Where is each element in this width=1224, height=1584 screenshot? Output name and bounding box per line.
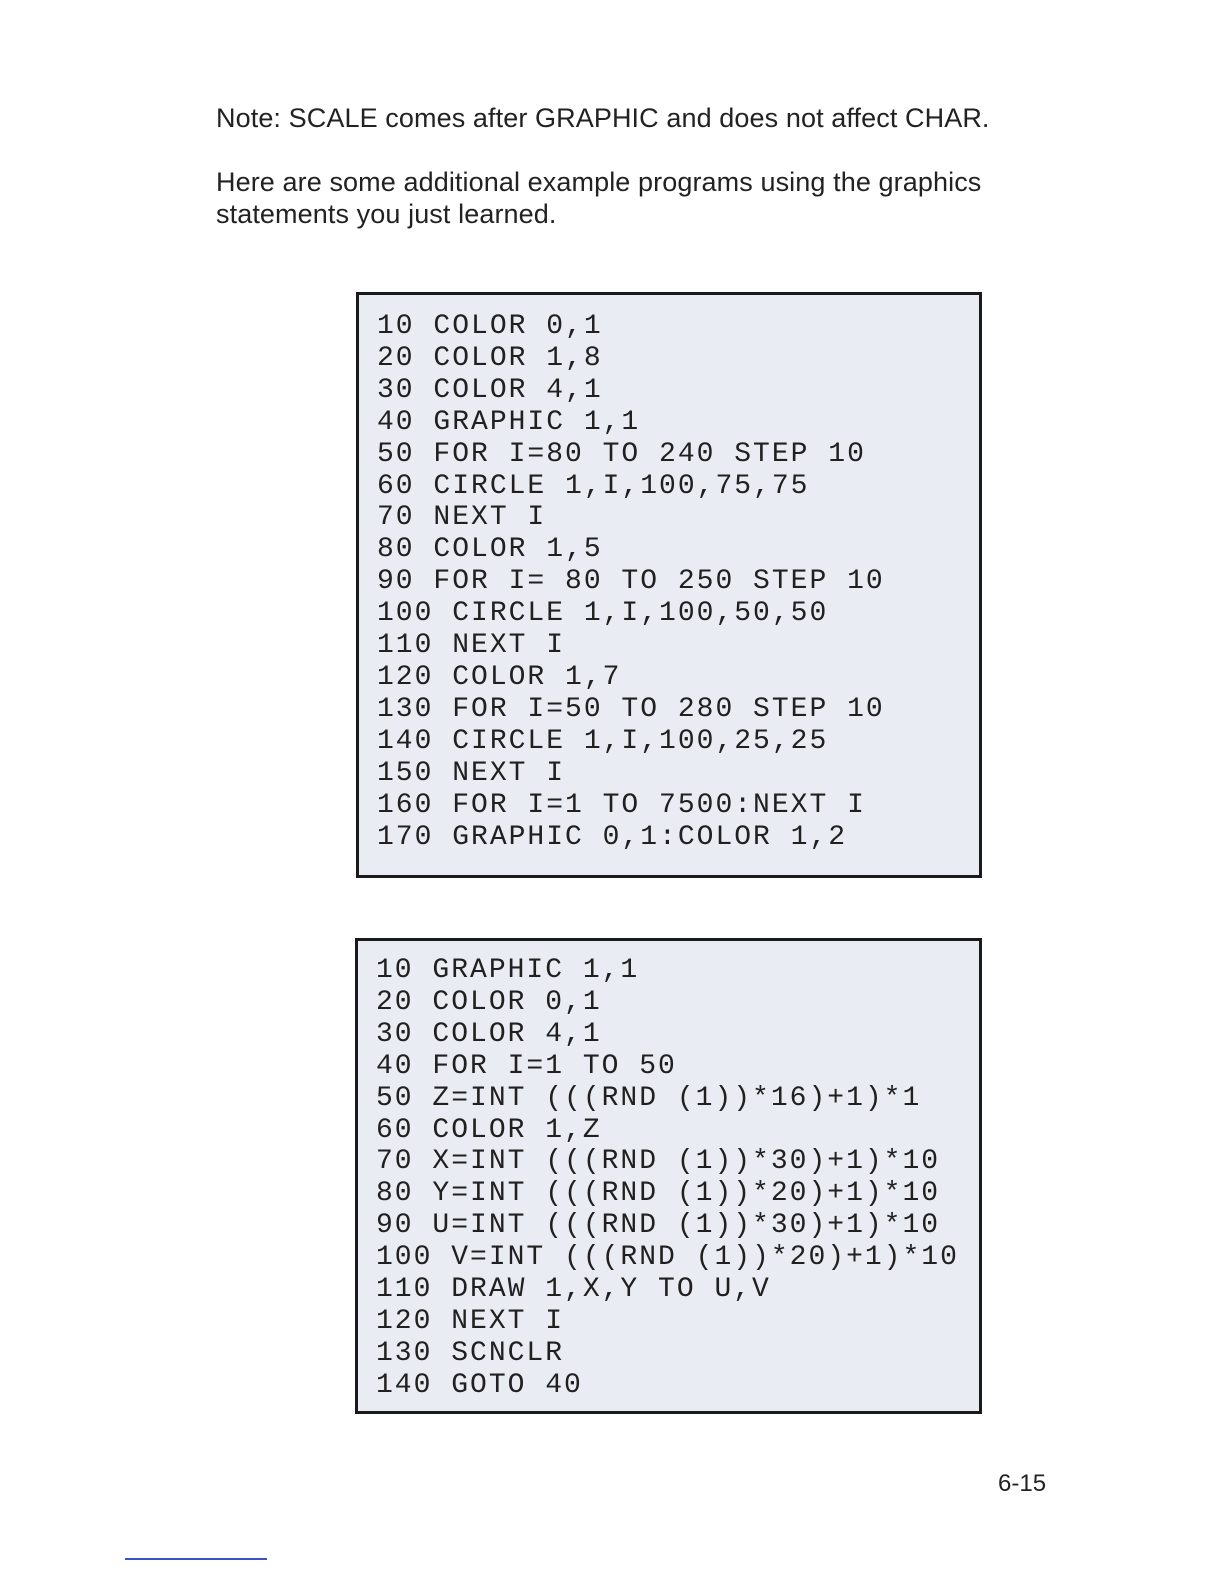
code-line: 60 CIRCLE 1,I,100,75,75 [377, 470, 810, 502]
code-line: 100 V=INT (((RND (1))*20)+1)*10 [376, 1242, 959, 1274]
code-line: 30 COLOR 4,1 [376, 1018, 602, 1050]
code-line: 20 COLOR 0,1 [376, 986, 602, 1018]
code-line: 150 NEXT I [377, 757, 566, 789]
code-line: 110 NEXT I [377, 630, 566, 662]
code-line: 50 Z=INT (((RND (1))*16)+1)*1 [376, 1082, 922, 1114]
code-line: 100 CIRCLE 1,I,100,50,50 [377, 598, 829, 630]
code-line: 140 CIRCLE 1,I,100,25,25 [377, 725, 829, 757]
code-line: 70 X=INT (((RND (1))*30)+1)*10 [376, 1146, 941, 1178]
code-line: 160 FOR I=1 TO 7500:NEXT I [377, 789, 866, 821]
code-line: 120 NEXT I [376, 1305, 565, 1337]
code-line: 80 Y=INT (((RND (1))*20)+1)*10 [376, 1178, 941, 1210]
code-line: 60 COLOR 1,Z [376, 1114, 602, 1146]
code-line: 170 GRAPHIC 0,1:COLOR 1,2 [377, 821, 848, 853]
code-line: 110 DRAW 1,X,Y TO U,V [376, 1274, 771, 1306]
code-line: 120 COLOR 1,7 [377, 661, 622, 693]
footer-rule [125, 1558, 267, 1560]
intro-paragraph: Here are some additional example programs using the graphics statements you just learned. [216, 167, 982, 229]
code-line: 130 FOR I=50 TO 280 STEP 10 [377, 693, 885, 725]
code-line: 90 FOR I= 80 TO 250 STEP 10 [377, 566, 885, 598]
code-line: 50 FOR I=80 TO 240 STEP 10 [377, 438, 866, 470]
code-line: 10 GRAPHIC 1,1 [376, 955, 640, 986]
code-line: 80 COLOR 1,5 [377, 534, 603, 566]
note-paragraph: Note: SCALE comes after GRAPHIC and does not affect CHAR. [216, 103, 990, 133]
code-line: 40 FOR I=1 TO 50 [376, 1050, 677, 1082]
code-line: 90 U=INT (((RND (1))*30)+1)*10 [376, 1210, 941, 1242]
code-line: 130 SCNCLR [376, 1337, 565, 1369]
code-line: 20 COLOR 1,8 [377, 342, 603, 374]
code-line: 10 COLOR 0,1 [377, 311, 603, 342]
code-line: 40 GRAPHIC 1,1 [377, 406, 641, 438]
page-number: 6-15 [998, 1470, 1047, 1497]
code-listing-random-lines [355, 938, 982, 1414]
code-line: 70 NEXT I [377, 502, 547, 534]
code-listing-circles [356, 292, 982, 878]
code-line: 140 GOTO 40 [376, 1369, 583, 1401]
code-line: 30 COLOR 4,1 [377, 374, 603, 406]
